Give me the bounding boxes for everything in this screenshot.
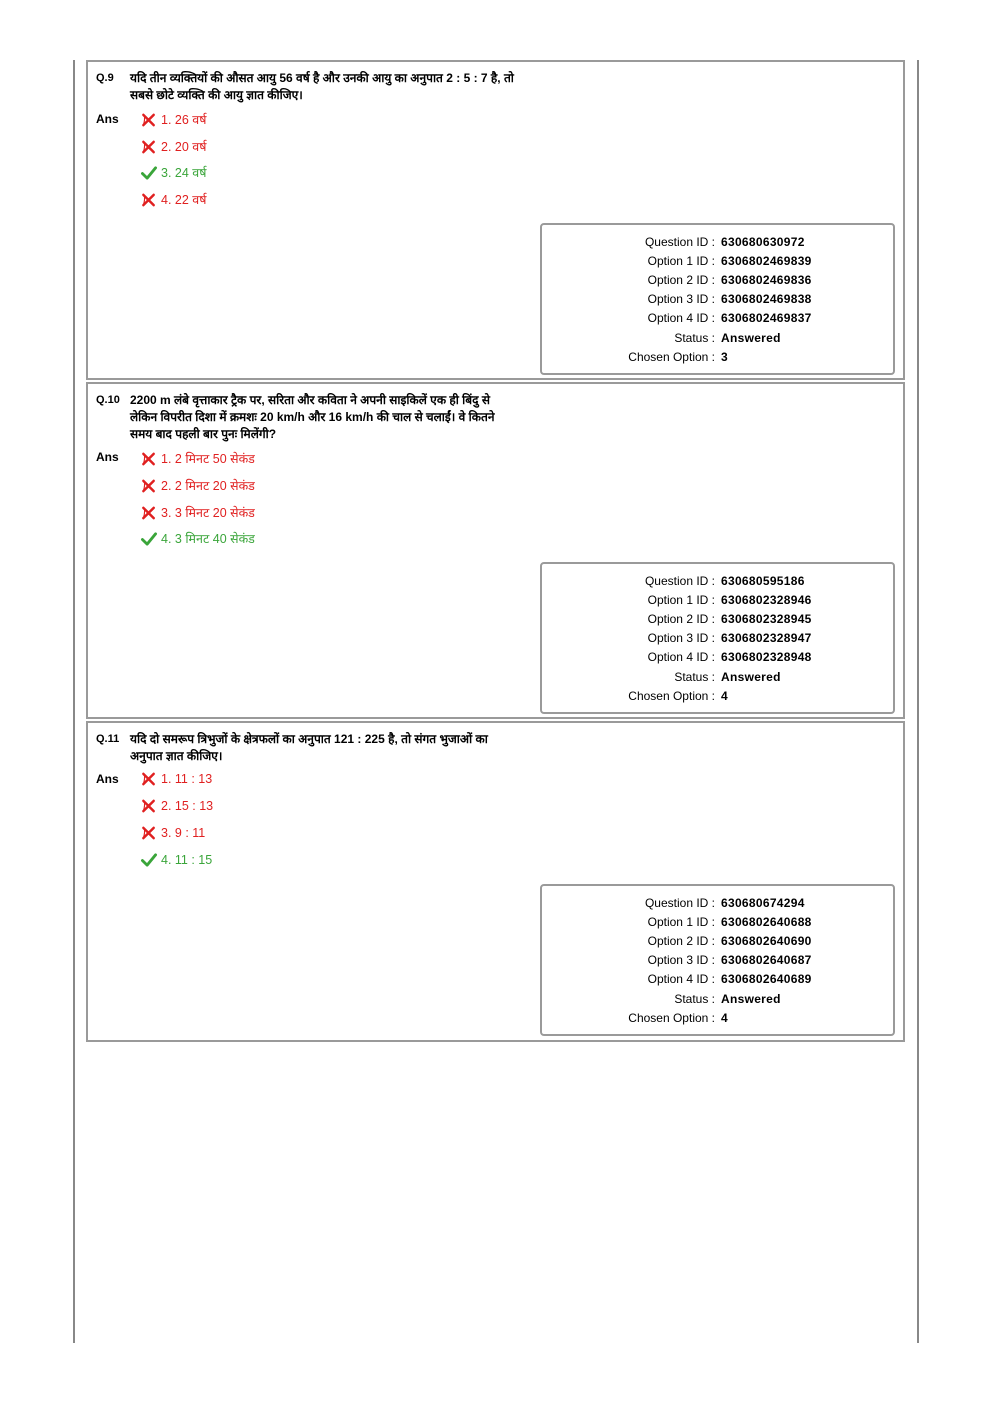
option-item: 3. 9 : 11: [140, 825, 205, 841]
option2-id-value: 6306802328945: [721, 612, 812, 626]
wrong-cross-icon: [140, 798, 158, 814]
info-label: Question ID :: [644, 574, 715, 588]
info-row: [542, 650, 893, 669]
option4-id-value: 6306802640689: [721, 972, 812, 986]
info-label: Option 2 ID :: [647, 934, 715, 948]
info-row: [542, 612, 893, 631]
info-label: Option 1 ID :: [647, 915, 715, 929]
option-item: 3. 3 मिनट 20 सेकंड: [140, 504, 255, 521]
option3-id-value: 6306802640687: [721, 953, 812, 967]
wrong-cross-icon: [140, 112, 158, 128]
info-row: [542, 953, 893, 972]
option1-id-value: 6306802469839: [721, 254, 812, 268]
info-row: [542, 915, 893, 934]
page-right-rule: [917, 60, 919, 1343]
option-item: 1. 2 मिनट 50 सेकंड: [140, 450, 255, 467]
option-item: 2. 2 मिनट 20 सेकंड: [140, 477, 255, 494]
info-label: Option 3 ID :: [647, 292, 715, 306]
option1-id-value: 6306802328946: [721, 593, 812, 607]
option3-id-value: 6306802328947: [721, 631, 812, 645]
info-row: [542, 254, 893, 273]
info-label: Option 4 ID :: [647, 311, 715, 325]
info-row: [542, 311, 893, 330]
info-row: [542, 631, 893, 650]
question-info-box: [540, 884, 895, 1036]
status-value: Answered: [721, 992, 781, 1006]
ans-label: Ans: [96, 772, 119, 786]
question-text: यदि तीन व्यक्तियों की औसत आयु 56 वर्ष है और उनकी आयु का अनुपात 2 : 5 : 7 है, तो सबसे छोटे व्यक्ति की आयु ज्ञात कीजिए।: [130, 71, 514, 102]
question-number: Q.11: [96, 733, 120, 745]
option-item: 2. 15 : 13: [140, 798, 213, 814]
question-info-box: [540, 223, 895, 375]
info-label: Option 3 ID :: [647, 953, 715, 967]
wrong-cross-icon: [140, 505, 158, 521]
option2-id-value: 6306802640690: [721, 934, 812, 948]
option-item: 4. 22 वर्ष: [140, 191, 206, 208]
info-label: Option 1 ID :: [647, 593, 715, 607]
chosen-option-value: 4: [721, 1011, 728, 1025]
wrong-cross-icon: [140, 139, 158, 155]
option2-id-value: 6306802469836: [721, 273, 812, 287]
info-row: [542, 896, 893, 915]
question-text: यदि दो समरूप त्रिभुजों के क्षेत्रफलों का अनुपात 121 : 225 है, तो संगत भुजाओं का अनुपात ज्ञात कीजिए।: [130, 732, 488, 763]
info-label: Status :: [674, 992, 715, 1006]
info-row: [542, 574, 893, 593]
question-id-value: 630680674294: [721, 896, 805, 910]
info-label: Option 2 ID :: [647, 612, 715, 626]
wrong-cross-icon: [140, 825, 158, 841]
info-row: [542, 934, 893, 953]
option-item: 1. 11 : 13: [140, 771, 212, 787]
info-label: Chosen Option :: [628, 689, 715, 703]
option4-id-value: 6306802469837: [721, 311, 812, 325]
info-label: Option 4 ID :: [647, 972, 715, 986]
info-label: Status :: [674, 331, 715, 345]
ans-label: Ans: [96, 450, 119, 464]
chosen-option-value: 3: [721, 350, 728, 364]
info-row: [542, 992, 893, 1011]
info-row: [542, 670, 893, 689]
option-item: 3. 24 वर्ष: [140, 164, 206, 181]
option-item: 4. 11 : 15: [140, 852, 212, 868]
info-row: [542, 292, 893, 311]
question-number: Q.10: [96, 394, 120, 406]
wrong-cross-icon: [140, 192, 158, 208]
option-item: 4. 3 मिनट 40 सेकंड: [140, 530, 255, 547]
info-label: Status :: [674, 670, 715, 684]
info-label: Question ID :: [644, 235, 715, 249]
info-row: [542, 972, 893, 991]
info-row: [542, 1011, 893, 1030]
correct-check-icon: [140, 165, 158, 181]
info-label: Question ID :: [644, 896, 715, 910]
info-row: [542, 273, 893, 292]
info-row: [542, 350, 893, 369]
question-text: 2200 m लंबे वृत्ताकार ट्रैक पर, सरिता और कविता ने अपनी साइकिलें एक ही बिंदु से लेकिन विपरीत दिशा में क्रमशः 20 km/h और 16 km/h की चाल से चलाईं। वे कितने समय बाद पहली बार पुनः मिलेंगी?: [130, 393, 495, 441]
info-row: [542, 689, 893, 708]
status-value: Answered: [721, 670, 781, 684]
option1-id-value: 6306802640688: [721, 915, 812, 929]
question-id-value: 630680595186: [721, 574, 805, 588]
info-label: Chosen Option :: [628, 1011, 715, 1025]
option4-id-value: 6306802328948: [721, 650, 812, 664]
question-block: [86, 721, 905, 1042]
option-item: 1. 26 वर्ष: [140, 111, 206, 128]
page-left-rule: [73, 60, 75, 1343]
chosen-option-value: 4: [721, 689, 728, 703]
info-row: [542, 235, 893, 254]
option-item: 2. 20 वर्ष: [140, 138, 206, 155]
status-value: Answered: [721, 331, 781, 345]
question-number: Q.9: [96, 72, 114, 84]
question-block: [86, 60, 905, 380]
option3-id-value: 6306802469838: [721, 292, 812, 306]
info-label: Option 4 ID :: [647, 650, 715, 664]
question-info-box: [540, 562, 895, 714]
info-label: Option 1 ID :: [647, 254, 715, 268]
correct-check-icon: [140, 531, 158, 547]
question-id-value: 630680630972: [721, 235, 805, 249]
wrong-cross-icon: [140, 771, 158, 787]
wrong-cross-icon: [140, 478, 158, 494]
correct-check-icon: [140, 852, 158, 868]
info-label: Chosen Option :: [628, 350, 715, 364]
info-row: [542, 593, 893, 612]
wrong-cross-icon: [140, 451, 158, 467]
info-row: [542, 331, 893, 350]
ans-label: Ans: [96, 112, 119, 126]
info-label: Option 3 ID :: [647, 631, 715, 645]
question-block: [86, 382, 905, 719]
info-label: Option 2 ID :: [647, 273, 715, 287]
